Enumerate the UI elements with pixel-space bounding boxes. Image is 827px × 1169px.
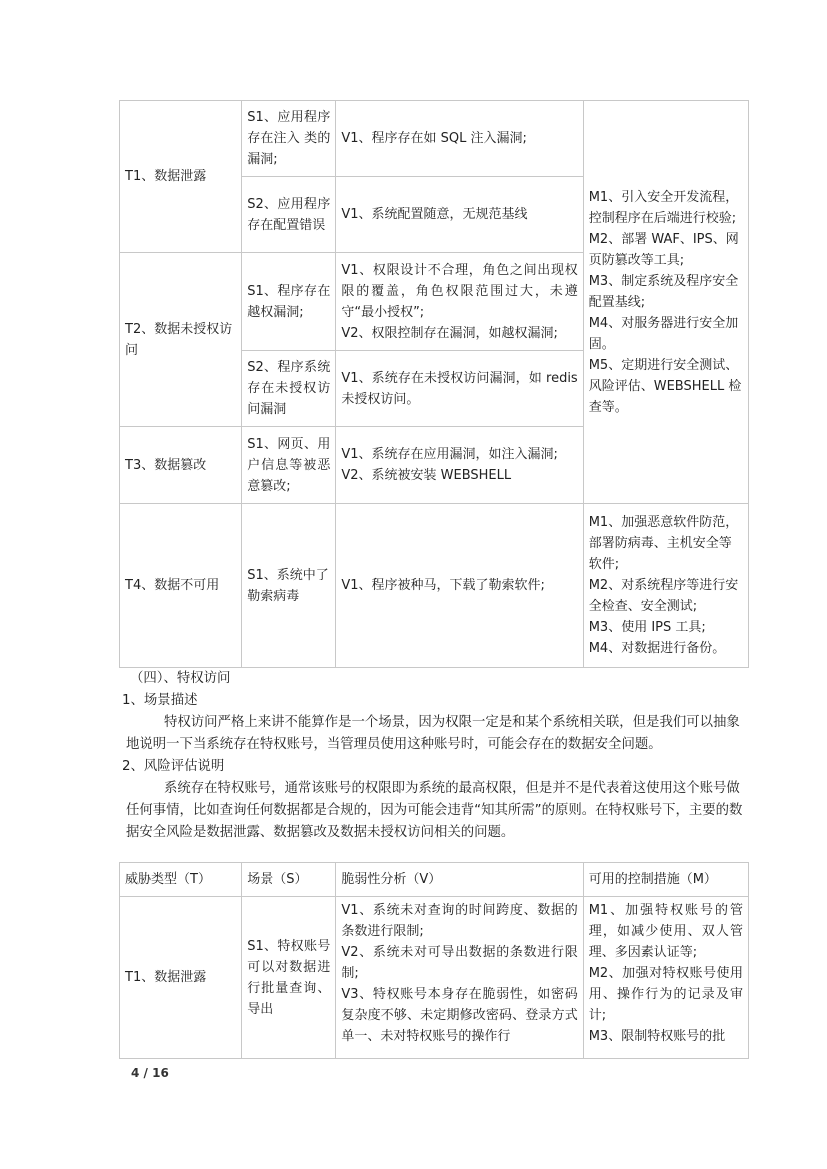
threat-cell: T1、数据泄露 xyxy=(120,897,242,1059)
controls-cell: M1、加强恶意软件防范，部署防病毒、主机安全等软件; M2、对系统程序等进行安全检查、安全测试; M3、使用 IPS 工具; M4、对数据进行备份。 xyxy=(583,504,748,668)
header-controls: 可用的控制措施（M） xyxy=(583,863,748,897)
risk-table-2 xyxy=(119,862,749,1059)
vuln-cell: V1、权限设计不合理，角色之间出现权限的覆盖，角色权限范围过大，未遵守“最小授权”; V2、权限控制存在漏洞，如越权漏洞; xyxy=(336,253,583,351)
vuln-cell: V1、系统存在未授权访问漏洞，如 redis 未授权访问。 xyxy=(336,351,583,427)
scenario-cell: S1、网页、用户信息等被恶意篡改; xyxy=(242,427,336,504)
threat-cell: T2、数据未授权访问 xyxy=(120,253,242,427)
risk-table-1 xyxy=(119,100,749,668)
section-heading: （四）、特权访问 xyxy=(130,671,231,686)
threat-cell: T1、数据泄露 xyxy=(120,101,242,253)
header-threat: 威胁类型（T） xyxy=(120,863,242,897)
table-row xyxy=(120,897,749,1059)
vuln-cell: V1、程序被种马，下载了勒索软件; xyxy=(336,504,583,668)
paragraph-risk: 系统存在特权账号，通常该账号的权限即为系统的最高权限，但是并不是代表着这使用这个账号做任何事情，比如查询任何数据都是合规的，因为可能会违背“知其所需”的原则。在特权账号下，主要的数据安全风险是数据泄露、数据篡改及数据未授权访问相关的问题。 xyxy=(126,781,743,840)
paragraph-scenario: 特权访问严格上来讲不能算作是一个场景，因为权限一定是和某个系统相关联，但是我们可以抽象地说明一下当系统存在特权账号，当管理员使用这种账号时，可能会存在的数据安全问题。 xyxy=(126,715,740,752)
scenario-cell: S1、特权账号可以对数据进行批量查询、导出 xyxy=(242,897,336,1059)
scenario-cell: S1、程序存在越权漏洞; xyxy=(242,253,336,351)
vuln-cell: V1、系统未对查询的时间跨度、数据的条数进行限制; V2、系统未对可导出数据的条数进行限制; V3、特权账号本身存在脆弱性，如密码复杂度不够、未定期修改密码、登录方式单一、未对特权账号的操作行 xyxy=(336,897,583,1059)
subheading-risk: 2、风险评估说明 xyxy=(122,759,225,774)
scenario-cell: S1、系统中了勒索病毒 xyxy=(242,504,336,668)
table-row xyxy=(120,101,749,177)
header-scenario: 场景（S） xyxy=(242,863,336,897)
subheading-scenario: 1、场景描述 xyxy=(122,693,198,708)
header-vuln: 脆弱性分析（V） xyxy=(336,863,583,897)
controls-cell: M1、加强特权账号的管理，如减少使用、双人管理、多因素认证等; M2、加强对特权账号使用用、操作行为的记录及审计; M3、限制特权账号的批 xyxy=(583,897,748,1059)
table-row xyxy=(120,504,749,668)
page-number: 4 / 16 xyxy=(131,1066,169,1080)
scenario-cell: S2、程序系统存在未授权访问漏洞 xyxy=(242,351,336,427)
vuln-cell: V1、系统存在应用漏洞，如注入漏洞; V2、系统被安装 WEBSHELL xyxy=(336,427,583,504)
vuln-cell: V1、程序存在如 SQL 注入漏洞; xyxy=(336,101,583,177)
table-header-row xyxy=(120,863,749,897)
threat-cell: T3、数据篡改 xyxy=(120,427,242,504)
scenario-cell: S2、应用程序存在配置错误 xyxy=(242,177,336,253)
section-privileged-access xyxy=(122,668,746,844)
threat-cell: T4、数据不可用 xyxy=(120,504,242,668)
scenario-cell: S1、应用程序存在注入 类的漏洞; xyxy=(242,101,336,177)
controls-cell: M1、引入安全开发流程，控制程序在后端进行校验; M2、部署 WAF、IPS、网页防篡改等工具; M3、制定系统及程序安全配置基线; M4、对服务器进行安全加固。 M5、定期进行安全测试、风险评估、WEBSHELL 检查等。 xyxy=(583,101,748,504)
vuln-cell: V1、系统配置随意，无规范基线 xyxy=(336,177,583,253)
